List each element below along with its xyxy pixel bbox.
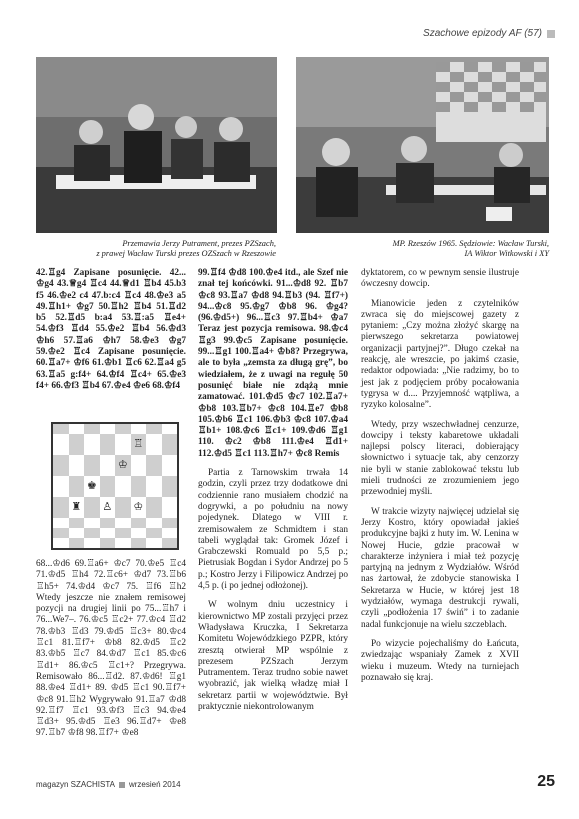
board-square-h4	[162, 497, 178, 518]
board-square-d6	[100, 455, 116, 476]
caption-left-line2: z prawej Wacław Turski prezes OZSzach w Rzeszowie	[96, 249, 276, 258]
board-square-d2	[100, 528, 116, 538]
board-square-d1	[100, 538, 116, 548]
board-square-f5	[131, 476, 147, 497]
body-paragraph-4: Mianowicie jeden z czytelników zwraca się do miejscowej gazety z pytaniem: „Czy można złożyć skargę na pierwszego sekretarza powiatowej organizacji partyjnej?”. Długo czekał na reakcję, ale wreszcie, po jakimś czasie, redaktor odpowiada: „Nie radzimy, bo to jest jak z podjęciem próby pocałowania tygrysa w d.... Przyjemność wątpliwa, a ryzyko kolosalne”.	[361, 298, 519, 411]
board-square-e6	[115, 455, 131, 476]
board-square-c6	[84, 455, 100, 476]
board-square-f2	[131, 528, 147, 538]
board-square-b5	[69, 476, 85, 497]
board-square-g2	[146, 528, 162, 538]
body-paragraph-2: W wolnym dniu uczestnicy i kierownictwo MP zostali przyjęci przez Władysława Kruczka, I Sekretarza Komitetu Wojewódzkiego PZPR, który zresztą otwierał MP wspólnie z prezesem PZSzach Jerzym Putramentem. Teraz trudno sobie nawet wyobrazić, jak wielką władzę miał I sekretarz partii w województwie. Był praktycznie niekontrolowanym	[198, 600, 348, 712]
board-square-f8	[131, 424, 147, 434]
board-square-b1	[69, 538, 85, 548]
page-number: 25	[537, 773, 555, 790]
board-square-c3	[84, 518, 100, 528]
board-square-b2	[69, 528, 85, 538]
board-square-c7	[84, 434, 100, 455]
body-paragraph-6: W trakcie wizyty najwięcej udzielał się Jerzy Kostro, który opowiadał jakieś produkcyjne bajki z huty im. W. Lenina w Nowej Hucie, gdzie pracował w charakterze inżyniera i miał też pozycję partyjną na jednym z Wydziałów. Wśród nas żartował, że zdobycie stanowiska I Sekretarza w Hucie, w której jest 18 wydziałów, wymaga destrukcji rywali, czyli „podłożenia 17 świń” i to zadanie nadal funkcjonuje na wielu szczeblach.	[361, 506, 519, 630]
board-square-h3	[162, 518, 178, 528]
caption-left-line1: Przemawia Jerzy Putrament, prezes PZSzach,	[122, 239, 276, 248]
board-square-a1	[53, 538, 69, 548]
caption-right	[296, 239, 549, 259]
board-square-e2	[115, 528, 131, 538]
board-square-h1	[162, 538, 178, 548]
caption-right-line1: MP. Rzeszów 1965. Sędziowie: Wacław Turski,	[392, 239, 549, 248]
board-square-b3	[69, 518, 85, 528]
board-square-g5	[146, 476, 162, 497]
chess-piece-icon: ♚	[86, 480, 97, 492]
board-square-e1	[115, 538, 131, 548]
body-paragraph-5: Wtedy, przy wszechwładnej cenzurze, dowcipy i teksty kabaretowe układali najlepsi polscy literaci, dobierający słownictwo i sytuacje tak, aby cenzorzy nie byli w stanie zablokować tekstu lub mieli trudności ze zrozumieniem jego przewodniej myśli.	[361, 419, 519, 498]
column-1-bottom	[36, 559, 186, 748]
board-square-h7	[162, 434, 178, 455]
board-square-c1	[84, 538, 100, 548]
board-square-f1	[131, 538, 147, 548]
chess-piece-icon: ♖	[133, 438, 144, 450]
board-square-e5	[115, 476, 131, 497]
body-paragraph-7: Po wizycie pojechaliśmy do Łańcuta, zwiedzając wspaniały Zamek z XVII wieku i muzeum. Wtedy na turniejach poznawało się kraj.	[361, 638, 519, 683]
body-paragraph-1: Partia z Tarnowskim trwała 14 godzin, czyli przez trzy dodatkowe dni codziennie rano musiałem chodzić na dogrywki, a po południu na nowy pojedynek. Dlatego w VIII r. zremisowałem ze Schmidtem i stan tabeli wyglądał tak: Gromek Józef i Grabczewski Romuald po 5,5 p.; Pietrusiak Bogdan i Sydor Andrzej po 5 p.; Kostro Jerzy i Filipowicz Andrzej po 4,5 p. (i po jednej odłożonej).	[198, 468, 348, 592]
board-square-g4	[146, 497, 162, 518]
board-square-h5	[162, 476, 178, 497]
caption-right-line2: IA Wiktor Witkowski i XY	[464, 249, 549, 258]
running-header	[423, 28, 555, 39]
board-square-h6	[162, 455, 178, 476]
board-square-d4	[100, 497, 116, 518]
board-square-b8	[69, 424, 85, 434]
column-1	[36, 268, 186, 400]
chess-diagram	[51, 422, 179, 550]
photo-right	[296, 57, 549, 233]
body-paragraph-3: dyktatorem, co w pewnym sensie ilustruje ówczesny dowcip.	[361, 268, 519, 290]
board-square-c5	[84, 476, 100, 497]
footer	[36, 780, 181, 789]
board-square-a3	[53, 518, 69, 528]
board-square-g3	[146, 518, 162, 528]
board-square-a7	[53, 434, 69, 455]
board-square-b7	[69, 434, 85, 455]
moves-paragraph-2: 68...♔d6 69.♖a6+ ♔c7 70.♔e5 ♖c4 71.♔d5 ♖h4 72.♖c6+ ♔d7 73.♖b6 ♖h5+ 74.♔d4 ♔c7 75. ♖f6 ♖h2 Wtedy jeszcze nie znałem remisowej pozycji na drugiej linii po 75...♖h7 i 76...We7–. 76.♔c5 ♖c2+ 77.♔c4 ♖d2 78.♔b3 ♖d3 79.♔d5 ♖c3+ 80.♔c4 ♖c1 81.♖f7+ ♔b8 82.♔d5 ♖c2 83.♔b5 ♖c7 84.♔d7 ♖c1 85.♔c6 ♖d1+ 86.♔c5 ♖c1+? Przegrywa. Remisowało 86...♖d2. 87.♔d6! ♖g1 88.♔e4 ♖d1+ 89. ♔d5 ♖c1 90.♖f7+ ♔c8 91.♖h2 Wygrywało 91.♖a7 ♔d8 92.♖f7 ♖c1 93.♔f3 ♖c3 94.♔e4 ♖d3+ 95.♔d5 ♖e3 96.♖d7+ ♔e8 97.♖b7 ♔f8 98.♖f7+ ♔e8	[36, 559, 186, 739]
board-square-g1	[146, 538, 162, 548]
footer-square-icon	[119, 782, 125, 788]
board-square-d8	[100, 424, 116, 434]
board-square-e3	[115, 518, 131, 528]
board-square-b6	[69, 455, 85, 476]
chess-piece-icon: ♔	[117, 459, 128, 471]
board-square-a2	[53, 528, 69, 538]
board-square-f3	[131, 518, 147, 528]
board-square-d7	[100, 434, 116, 455]
footer-magazine: magazyn SZACHISTA	[36, 780, 115, 789]
caption-left	[36, 239, 276, 259]
board-square-d5	[100, 476, 116, 497]
board-square-h8	[162, 424, 178, 434]
moves-paragraph-3: 99.♖f4 ♔d8 100.♔e4 itd., ale Szef nie znał tej końcówki. 91...♔d8 92. ♖b7 ♔c8 93.♖a7 ♔d8 94.♖b3 (94. ♖f7+) 94...♔c8 95.♔g7 ♔b8 96. ♔g4? (96.♔d5+) 96...♖c3 97.♖b4+ ♔a7 Teraz jest pozycja remisowa. 98.♔c4 ♖g3 99.♔c5 Zapisane posunięcie. 99...♖g1 100.♖a4+ ♔b8? Przegrywa, ale to była „zemsta za długą grę”, bo wiedziałem, że z uwagi na regułę 50 posunięć białe nie zdążą mnie zamatować. 101.♔d5 ♔c7 102.♖a7+ ♔b8 103.♖b7+ ♔c8 104.♖e7 ♔b8 105.♔b6 ♖c1 106.♔b3 ♔c8 107.♔a4 ♖b1+ 108.♔c6 ♖c1+ 109.♔d6 ♖g1 110. ♔c2 ♔b8 111.♔e4 ♖d1+ 112.♔d5 ♖c1 113.♖h7+ ♔c8 Remis	[198, 268, 348, 459]
footer-date: wrzesień 2014	[128, 780, 181, 789]
header-text: Szachowe epizody AF (57)	[423, 28, 542, 39]
column-2	[198, 268, 348, 721]
board-square-e8	[115, 424, 131, 434]
header-square-icon	[547, 30, 555, 38]
column-3	[361, 268, 519, 692]
board-square-c2	[84, 528, 100, 538]
board-square-g7	[146, 434, 162, 455]
chess-piece-icon: ♜	[71, 501, 82, 513]
board-square-f7	[131, 434, 147, 455]
board-square-b4	[69, 497, 85, 518]
board-square-g8	[146, 424, 162, 434]
board-square-g6	[146, 455, 162, 476]
board-square-c4	[84, 497, 100, 518]
board-square-e4	[115, 497, 131, 518]
board-square-a5	[53, 476, 69, 497]
board-square-h2	[162, 528, 178, 538]
moves-paragraph-1: 42.♖g4 Zapisane posunięcie. 42... ♔g4 43.♕g4 ♖c4 44.♕d1 ♖b4 45.b3 f5 46.♔e2 c4 47.b:c4 ♖c4 48.♔e3 a5 49.♖h1+ ♔g7 50.♖h2 ♖b4 51.♖d2 b5 52.♖d5 b:a4 53.♖:a5 ♖e4+ 54.♔f3 ♖d4 55.♔e2 ♖b4 56.♔d3 ♔h6 57.♖a6 ♔h7 58.♔e3 ♔g7 59.♔e2 ♖c4 Zapisane posunięcie. 60.♖a7+ ♔f6 61.♔b1 ♖c6 62.♖a4 g5 63.♖a5 g:f4+ 64.♔f4 ♖c4+ 65.♔e3 f4+ 66.♔f3 ♖b4 67.♔e4 ♔e6 68.♔f4	[36, 268, 186, 391]
board-square-a4	[53, 497, 69, 518]
board-square-f4	[131, 497, 147, 518]
chess-piece-icon: ♔	[133, 501, 144, 513]
board-square-c8	[84, 424, 100, 434]
chess-piece-icon: ♙	[102, 501, 113, 513]
photo-left	[36, 57, 277, 233]
board-square-a6	[53, 455, 69, 476]
board-square-e7	[115, 434, 131, 455]
board-square-a8	[53, 424, 69, 434]
board-square-f6	[131, 455, 147, 476]
board-square-d3	[100, 518, 116, 528]
